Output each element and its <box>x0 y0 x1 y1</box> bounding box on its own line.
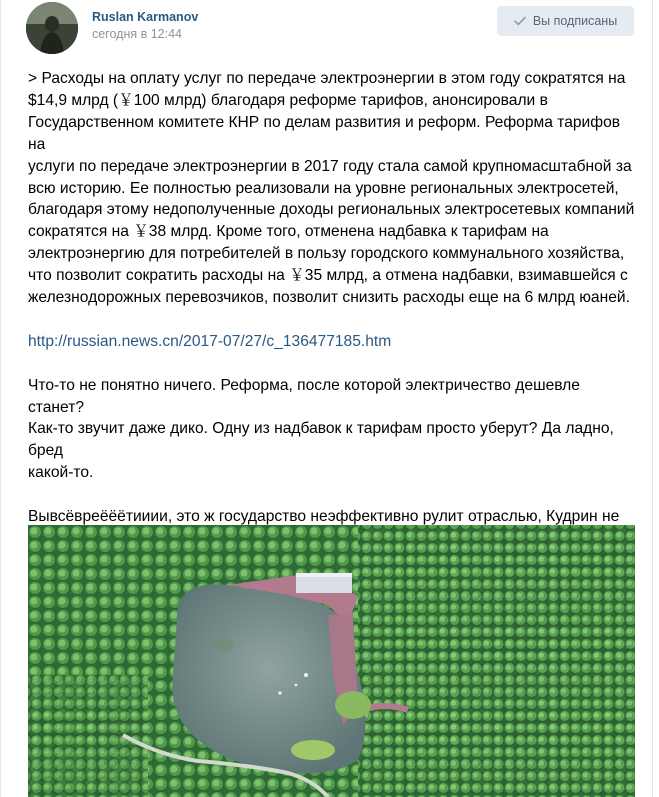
post-text <box>28 68 640 594</box>
post-paragraph-conclusion: Вывсёвреёёётииии, это ж государство неэффективно рулит отраслью, Кудрин не <box>28 508 620 526</box>
subscribed-button[interactable] <box>497 6 634 36</box>
aerial-forest-lake-image <box>28 525 635 797</box>
post-header <box>1 0 652 60</box>
post-paragraph-comment: Что-то не понятно ничего. Реформа, после которой электричество дешевле станет? Как-то звучит даже дико. Одну из надбавок к тарифам просто уберут? Да ладно, бред какой-то. <box>28 376 614 482</box>
post-timestamp[interactable]: сегодня в 12:44 <box>92 27 182 41</box>
check-icon <box>514 16 526 26</box>
post-photo[interactable] <box>28 525 635 797</box>
author-name[interactable]: Ruslan Karmanov <box>92 10 199 24</box>
avatar-image <box>26 2 78 54</box>
avatar[interactable] <box>26 2 78 54</box>
subscribed-button-label: Вы подписаны <box>532 14 618 28</box>
post-paragraph-quote: > Расходы на оплату услуг по передаче электроэнергии в этом году сократятся на $14,9 млрд (￥100 млрд) благодаря реформе тарифов, анонсировали в Государственном комитете КНР по делам развития и реформ. Реформа тарифов на услуги по передаче электроэнергии в 2017 году стала самой крупномасштабной за всю историю. Ее полностью реализовали на уровне региональных электросетей, благодаря этому недополученные доходы региональных электросетевых компаний сократятся на ￥38 млрд. Кроме того, отменена надбавка к тарифам на электроэнергию для потребителей в пользу городского коммунального хозяйства, что позволит сократить расходы на ￥35 млрд, а отмена надбавки, взимавшейся с железнодорожных перевозчиков, позволит снизить расходы еще на 6 млрд юаней. <box>28 70 635 307</box>
post-link[interactable]: http://russian.news.cn/2017-07/27/c_136477185.htm <box>28 332 392 350</box>
